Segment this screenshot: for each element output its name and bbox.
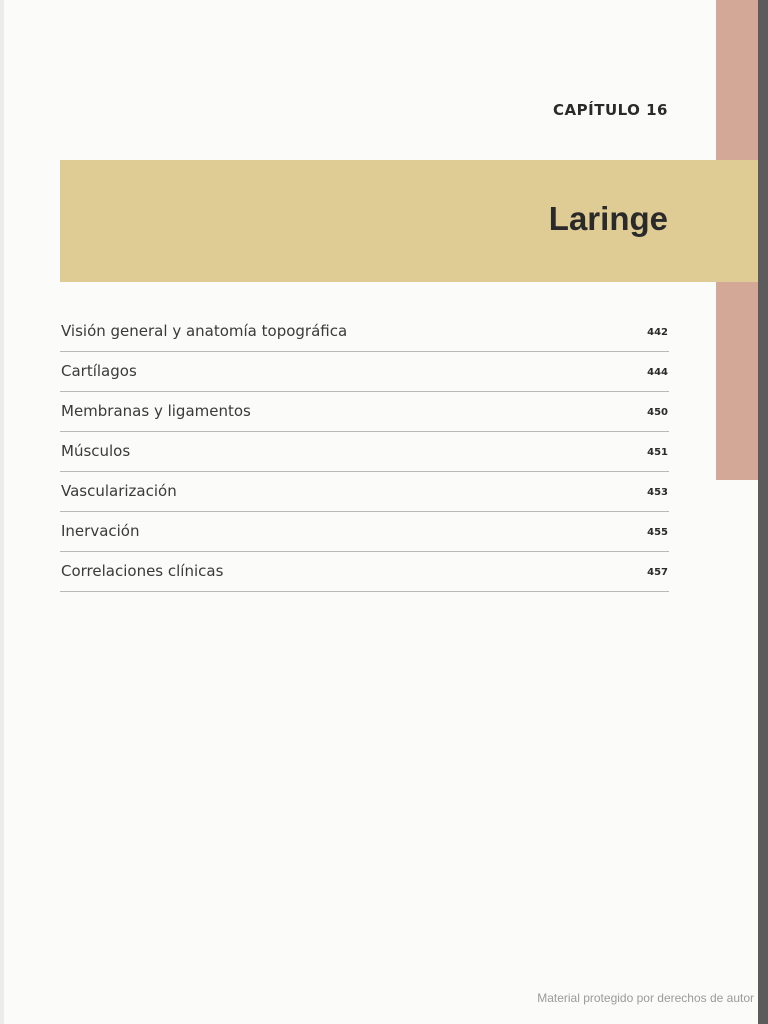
chapter-label: CAPÍTULO 16: [553, 101, 668, 119]
toc-item-page: 455: [647, 527, 668, 538]
toc-item-page: 457: [647, 567, 668, 578]
toc-item: [60, 312, 669, 352]
toc-item: [60, 352, 669, 392]
page-edge: [0, 0, 4, 1024]
toc-item: [60, 472, 669, 512]
toc-item-page: 444: [647, 367, 668, 378]
toc-item-page: 453: [647, 487, 668, 498]
toc-item-label: Visión general y anatomía topográfica: [61, 322, 348, 340]
toc-item: [60, 552, 669, 592]
toc-item-page: 451: [647, 447, 668, 458]
toc-item-page: 450: [647, 407, 668, 418]
toc-item-label: Cartílagos: [61, 362, 137, 380]
toc-item: [60, 512, 669, 552]
toc-item-label: Membranas y ligamentos: [61, 402, 251, 420]
copyright-watermark: Material protegido por derechos de autor: [537, 991, 754, 1005]
toc-item-label: Inervación: [61, 522, 140, 540]
table-of-contents: [60, 312, 669, 592]
chapter-title: Laringe: [548, 200, 668, 237]
toc-item-page: 442: [647, 327, 668, 338]
toc-item: [60, 432, 669, 472]
toc-item-label: Correlaciones clínicas: [61, 562, 224, 580]
toc-item: [60, 392, 669, 432]
toc-item-label: Vascularización: [61, 482, 177, 500]
toc-item-label: Músculos: [61, 442, 131, 460]
page-gutter: [758, 0, 768, 1024]
